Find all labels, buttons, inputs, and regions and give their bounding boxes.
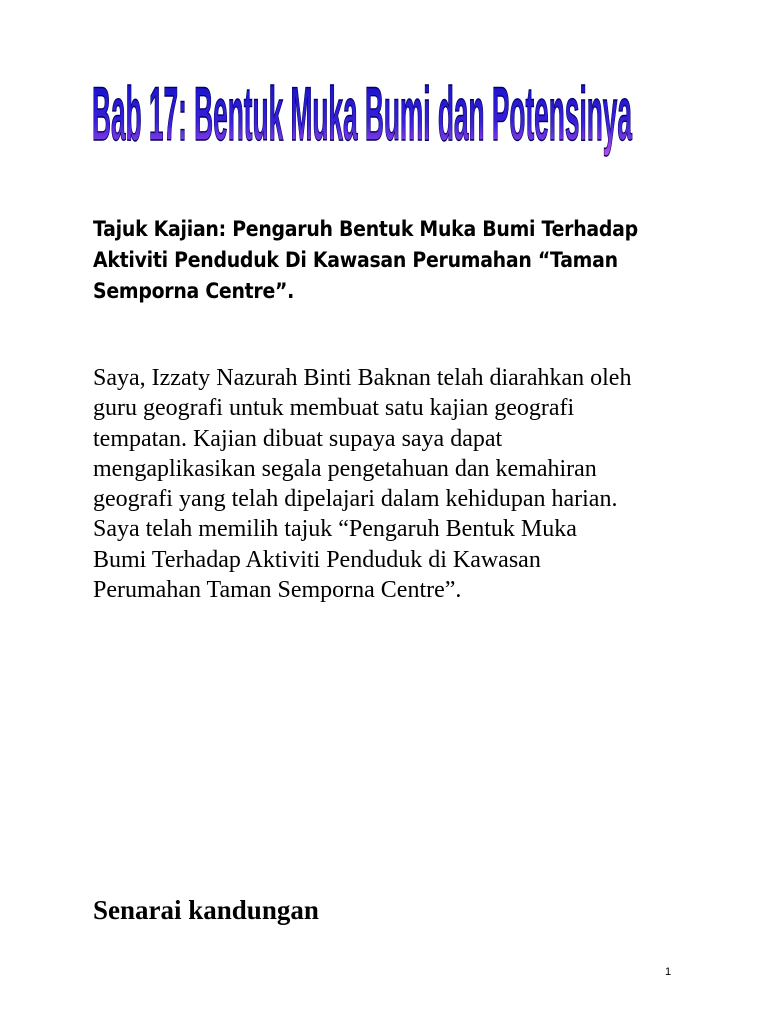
- introduction-paragraph: [93, 363, 693, 605]
- paragraph-line: tempatan. Kajian dibuat supaya saya dapat: [93, 425, 503, 452]
- paragraph-line: mengaplikasikan segala pengetahuan dan kemahiran: [93, 455, 597, 482]
- paragraph-line: Saya, Izzaty Nazurah Binti Baknan telah diarahkan oleh: [93, 365, 632, 391]
- table-of-contents-title: Senarai kandungan: [93, 895, 319, 925]
- heading-line: Tajuk Kajian: Pengaruh Bentuk Muka Bumi Terhadap: [93, 217, 638, 241]
- heading-line: Aktiviti Penduduk Di Kawasan Perumahan “Taman: [93, 248, 618, 272]
- heading-line: Semporna Centre”.: [93, 279, 295, 303]
- wordart-title: [0, 62, 768, 192]
- study-title-heading: [93, 214, 638, 307]
- paragraph-line: Perumahan Taman Semporna Centre”.: [93, 577, 462, 604]
- wordart-main-text: Bab 17: Bentuk Muka Bumi dan Potensinya: [92, 72, 633, 157]
- page-number: 1: [665, 966, 672, 978]
- wordart-svg: [0, 62, 768, 192]
- paragraph-line: Saya telah memilih tajuk “Pengaruh Bentuk Muka: [93, 516, 577, 543]
- paragraph-line: Bumi Terhadap Aktiviti Penduduk di Kawasan: [93, 546, 541, 573]
- paragraph-line: guru geografi untuk membuat satu kajian geografi: [93, 395, 575, 422]
- paragraph-line: geografi yang telah dipelajari dalam kehidupan harian.: [93, 486, 618, 513]
